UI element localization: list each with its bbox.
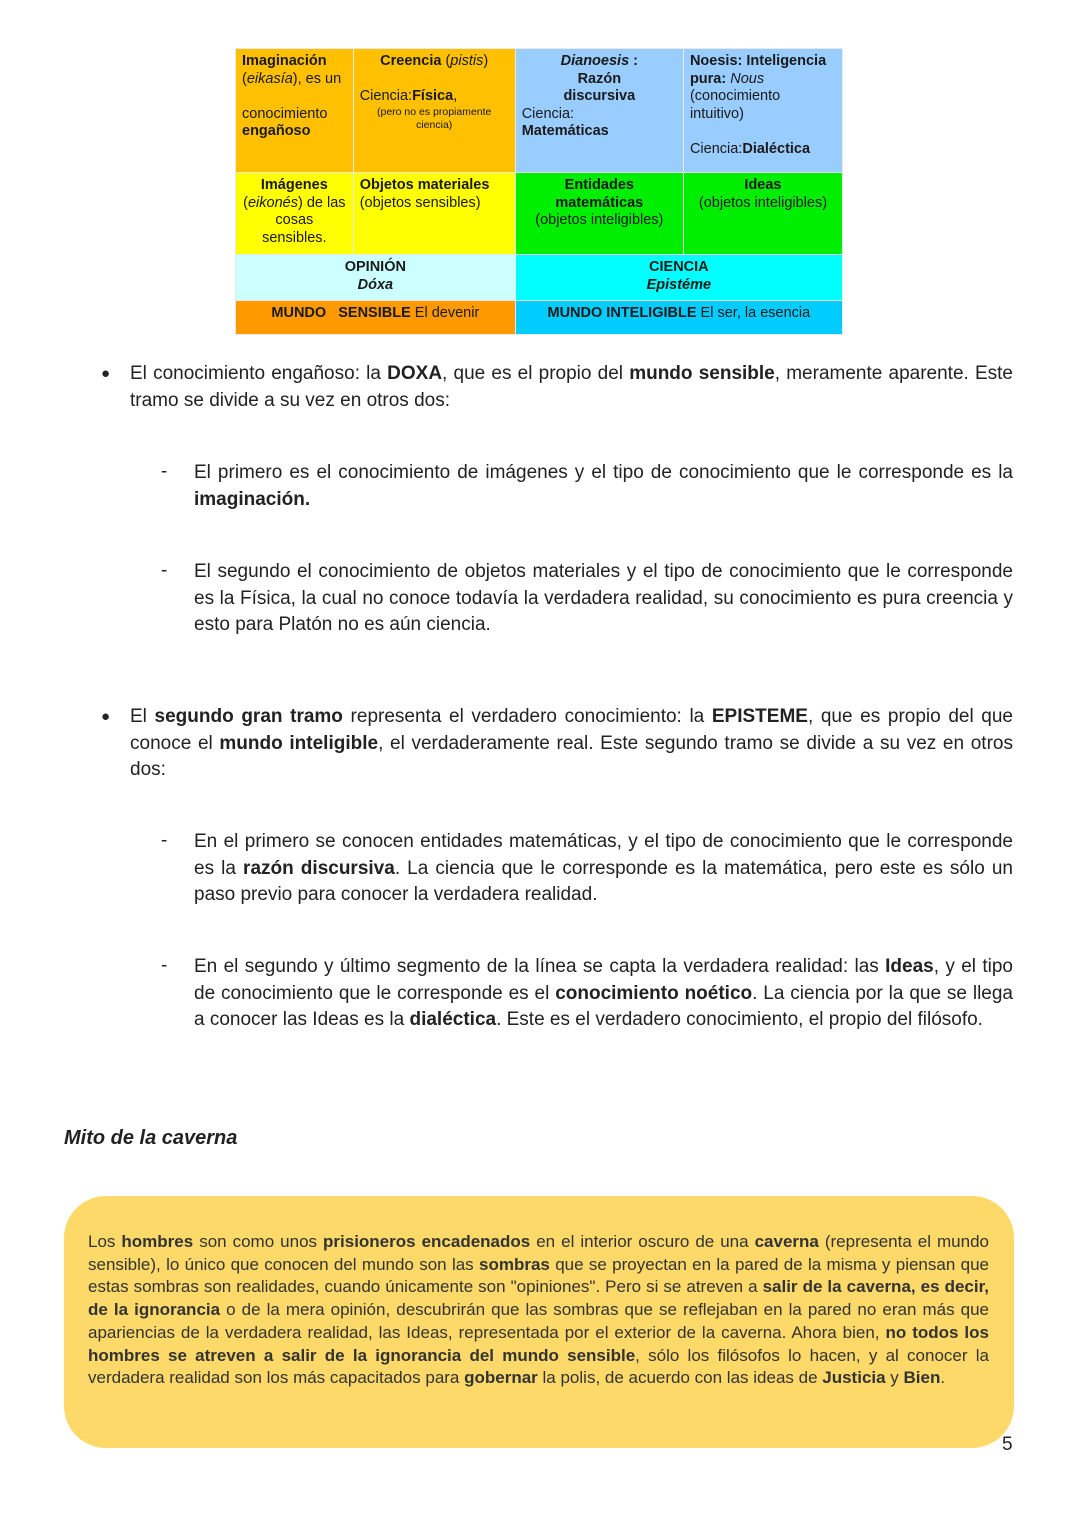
cell-imagenes: Imágenes (eikonés) de las cosas sensibles. [236,173,354,255]
bold-text: sombras [479,1254,550,1274]
bold-text: no todos los hombres se atreven a salir de la ignorancia del mundo sensible [88,1322,989,1365]
cell-ciencia: CIENCIA Epistéme [515,255,842,301]
divided-line-table [235,48,843,335]
text: En el primero se conocen entidades matemáticas, y el tipo de conocimiento que le corresponde es la [194,831,1013,879]
page-number: 5 [1002,1434,1013,1455]
dash-icon: - [161,955,168,976]
cell-ideas: Ideas (objetos inteligibles) [683,173,842,255]
bold-text: Bien [903,1368,941,1388]
text: El segundo el conocimiento de objetos materiales y el tipo de conocimiento que le corresponde es la Física, la cual no conoce todavía la verdadera realidad, su conocimiento es pura creencia y esto para Platón no es aún ciencia. [194,561,1013,635]
text: El [130,706,155,727]
bold-text: salir de la caverna, es decir, de la ignorancia [88,1277,989,1320]
bullet-icon: ● [101,365,111,382]
bold-text: mundo inteligible [219,732,379,754]
section-title: Mito de la caverna [64,1127,238,1149]
sub-paragraph [194,559,1013,639]
text: . La ciencia que le corresponde es la matemática, pero este es sólo un paso previo para conocer la verdadera realidad. [194,857,1013,905]
dash-icon: - [161,830,168,851]
text: que se proyectan en la pared de la misma y piensan que estas sombras son realidades, cuando únicamente son "opiniones". Pero si se atreven a [88,1254,989,1297]
bold-text: DOXA [387,363,443,384]
sub-paragraph [194,460,1013,513]
bold-text: conocimiento noético [555,982,753,1004]
bold-text: Justicia [822,1368,886,1388]
bold-text: hombres [121,1232,194,1251]
bold-text: segundo gran tramo [154,706,343,727]
cell-entidades-matematicas: Entidades matemáticas (objetos inteligibles) [515,173,683,255]
text: . La ciencia por la que se llega a conocer las Ideas es la [194,982,1013,1030]
text: representa el verdadero conocimiento: la [342,706,712,727]
bullet-paragraph [130,704,1013,784]
text: . Este es el verdadero conocimiento, el propio del filósofo. [496,1009,983,1030]
text: son como unos [193,1232,324,1251]
bold-text: prisioneros encadenados [323,1232,531,1251]
dash-icon: - [161,560,168,581]
text: en el interior oscuro de una [530,1232,755,1251]
sub-paragraph [194,829,1013,909]
dash-icon: - [161,461,168,482]
bold-text: dialéctica [409,1009,497,1030]
text: , que es el propio del [442,363,630,384]
cave-myth-text [88,1231,989,1390]
cell-creencia: Creencia (pistis) Ciencia:Física, (pero no es propiamente ciencia) [353,49,515,173]
text: , sólo los filósofos lo hacen, y al conocer la verdadera realidad son los más capacitados para [88,1345,989,1388]
sub-paragraph [194,954,1013,1034]
text: la polis, de acuerdo con las ideas de [537,1368,823,1388]
cell-noesis: Noesis: Inteligencia pura: Nous (conocimiento intuitivo) Ciencia:Dialéctica [683,49,842,173]
bold-text: gobernar [464,1368,538,1388]
bold-text: Ideas [885,956,934,977]
bold-text: mundo sensible [629,363,775,384]
text: , que es propio del que conoce el [130,706,1014,754]
cell-mundo-sensible: MUNDO SENSIBLE El devenir [236,301,516,335]
text: Los [88,1232,122,1251]
text: . [940,1368,946,1388]
bullet-icon: ● [101,708,111,725]
bold-text: imaginación. [194,488,311,510]
text: , meramente aparente. Este tramo se divide a su vez en otros dos: [130,363,1013,411]
text: , y el tipo de conocimiento que le corresponde es el [194,956,1013,1004]
bold-text: EPISTEME [711,706,808,727]
text: En el segundo y último segmento de la línea se capta la verdadera realidad: las [194,956,886,977]
bold-text: caverna [754,1232,819,1251]
text: El conocimiento engañoso: la [130,363,388,384]
text: (representa el mundo sensible), lo único que conocen del mundo son las [88,1232,989,1274]
text: o de la mera opinión, descubrirán que las sombras que se reflejaban en la pared no eran más que apariencias de la verdadera realidad, las Ideas, representada por el exterior de la caverna. Ahora bien, [88,1300,989,1342]
text: , el verdaderamente real. Este segundo tramo se divide a su vez en otros dos: [130,732,1013,780]
cell-objetos-materiales: Objetos materiales (objetos sensibles) [353,173,515,255]
text: El primero es el conocimiento de imágenes y el tipo de conocimiento que le corresponde es la [194,462,1013,483]
cell-opinion: OPINIÓN Dóxa [236,255,516,301]
bullet-paragraph [130,361,1013,414]
cell-dianoesis: Dianoesis : Razón discursiva Ciencia: Matemáticas [515,49,683,173]
cell-imaginacion: Imaginación (eikasía), es un conocimiento engañoso [236,49,354,173]
cell-mundo-inteligible: MUNDO INTELIGIBLE El ser, la esencia [515,301,842,335]
text: y [885,1368,904,1388]
bold-text: razón discursiva [243,857,395,879]
